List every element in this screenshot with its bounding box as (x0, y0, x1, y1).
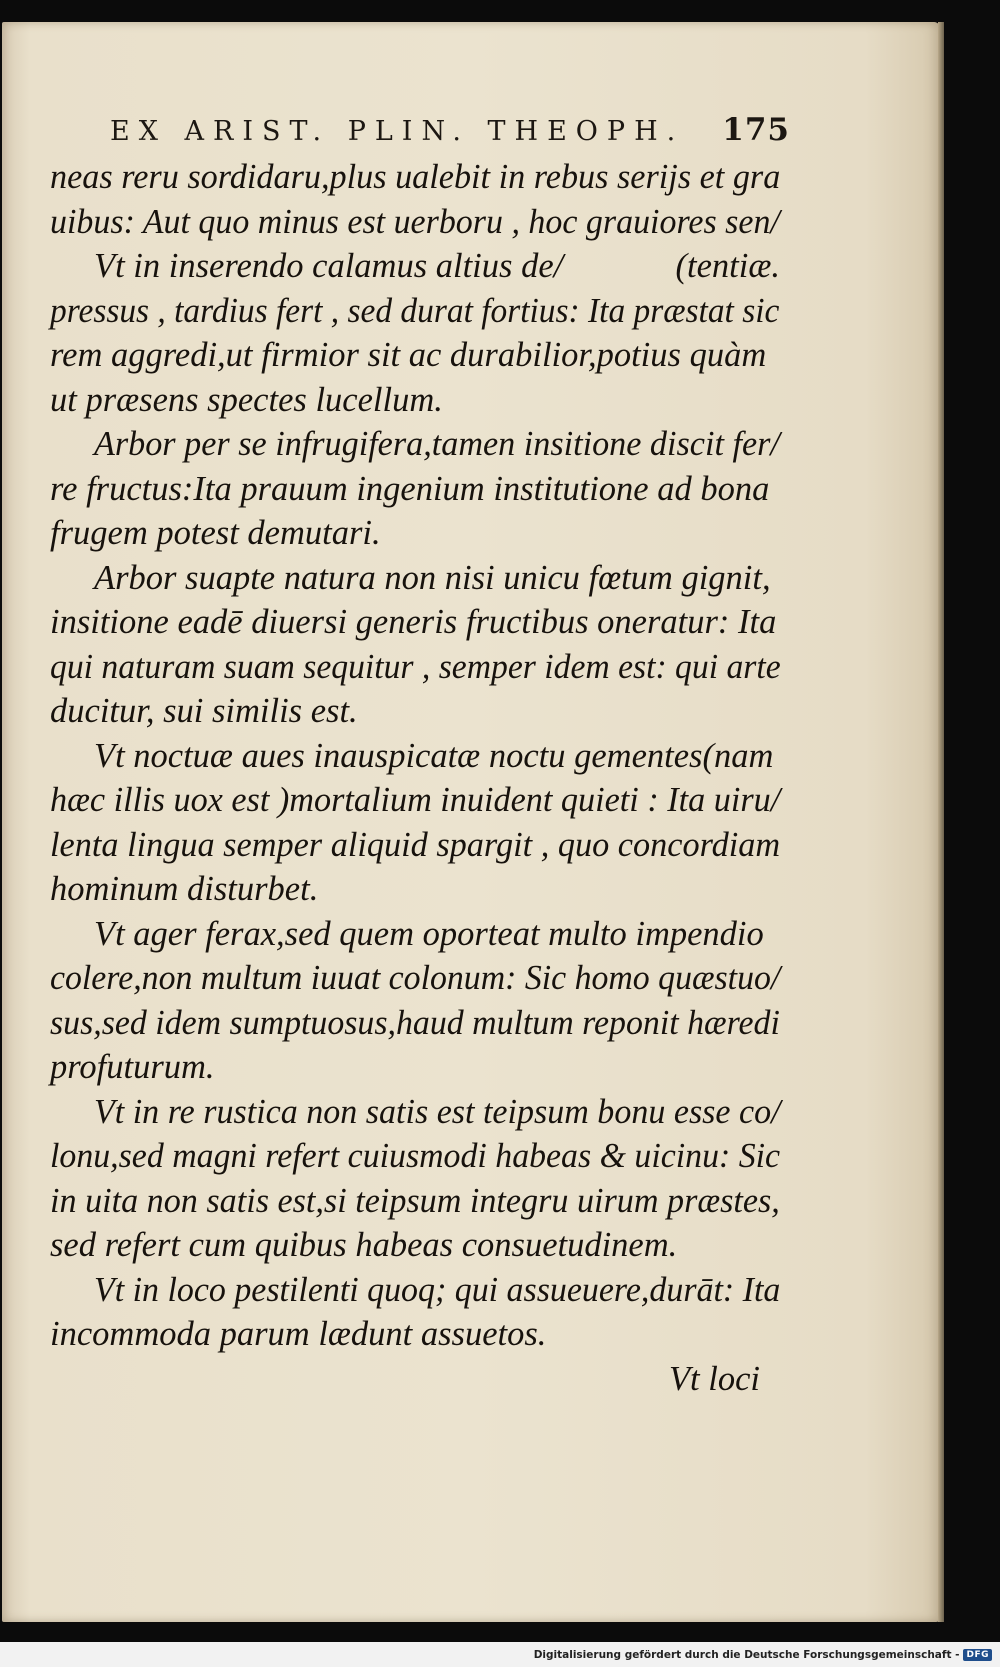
line-text: Vt noctuæ aues inauspicatæ noctu gementes(nam (94, 736, 774, 775)
turnover-text: (tentiæ. (675, 247, 780, 285)
line-text: Vt in inserendo calamus altius de/ (94, 247, 564, 285)
line-text: qui naturam suam sequitur , semper idem est: qui arte (50, 647, 781, 686)
running-head (110, 112, 790, 148)
digitization-footer (0, 1642, 1000, 1667)
line-text: Vt ager ferax,sed quem oporteat multo impendio (94, 914, 764, 953)
text-line (50, 956, 780, 1001)
text-line (50, 422, 780, 467)
text-line (50, 734, 780, 779)
line-text: neas reru sordidaru,plus ualebit in rebus serijs et gra (50, 158, 781, 196)
catchword: Vt loci (668, 1359, 760, 1398)
line-text: incommoda parum lædunt assuetos. (50, 1315, 547, 1353)
line-text: ducitur, sui similis est. (50, 692, 358, 730)
line-text: pressus , tardius fert , sed durat fortius: Ita præstat sic (50, 291, 780, 330)
footer-text: Digitalisierung gefördert durch die Deutsche Forschungsgemeinschaft - (533, 1648, 960, 1661)
line-text: Arbor per se infrugifera,tamen insitione discit fer/ (94, 425, 780, 463)
line-text: in uita non satis est,si teipsum integru uirum præstes, (50, 1181, 780, 1220)
line-text: lonu,sed magni refert cuiusmodi habeas & uicinu: Sic (50, 1137, 781, 1175)
dfg-logo: DFG (963, 1649, 992, 1661)
text-line (50, 1179, 780, 1224)
line-text: insitione eadē diuersi generis fructibus oneratur: Ita (50, 603, 777, 641)
text-line (50, 1134, 780, 1179)
line-text: uibus: Aut quo minus est uerboru , hoc grauiores sen/ (50, 202, 780, 241)
line-text: ut præsens spectes lucellum. (50, 380, 443, 419)
line-text: sus,sed idem sumptuosus,haud multum reponit hæredi (50, 1003, 780, 1042)
text-line (50, 1001, 780, 1046)
text-line (50, 289, 780, 334)
line-text: re fructus:Ita prauum ingenium institutione ad bona (50, 469, 770, 508)
text-line (50, 333, 780, 378)
text-line (50, 244, 780, 289)
text-line (50, 823, 780, 868)
text-line (50, 556, 780, 601)
page-number: 175 (722, 112, 790, 148)
page-edge (938, 22, 944, 1622)
line-text: Vt in loco pestilenti quoq; qui assueuere,durāt: Ita (94, 1270, 781, 1309)
text-line (50, 912, 780, 957)
line-text: Vt in re rustica non satis est teipsum bonu esse co/ (94, 1092, 781, 1131)
text-line (50, 645, 780, 690)
text-line (50, 600, 780, 645)
text-line (50, 200, 780, 245)
line-text: rem aggredi,ut firmior sit ac durabilior,potius quàm (50, 336, 767, 374)
line-text: profuturum. (50, 1048, 215, 1086)
line-text: hominum disturbet. (50, 870, 319, 908)
text-line (50, 1312, 780, 1357)
text-line (50, 155, 780, 200)
line-text: sed refert cum quibus habeas consuetudinem. (50, 1226, 678, 1264)
text-block (50, 155, 780, 1401)
text-line (50, 867, 780, 912)
running-head-title: EX ARIST. PLIN. THEOPH. (110, 116, 685, 147)
text-line (50, 1268, 780, 1313)
text-line (50, 689, 780, 734)
line-text: lenta lingua semper aliquid spargit , quo concordiam (50, 825, 781, 864)
text-line (50, 778, 780, 823)
line-text: hæc illis uox est )mortalium inuident quieti : Ita uiru/ (50, 781, 781, 819)
text-line (50, 511, 780, 556)
text-line (50, 467, 780, 512)
text-line (50, 378, 780, 423)
text-line (50, 1045, 780, 1090)
catchword-line (50, 1357, 780, 1402)
text-line (50, 1223, 780, 1268)
line-text: frugem potest demutari. (50, 514, 381, 552)
line-text: colere,non multum iuuat colonum: Sic homo quæstuo/ (50, 959, 781, 997)
text-line (50, 1090, 780, 1135)
line-text: Arbor suapte natura non nisi unicu fœtum gignit, (94, 558, 771, 597)
